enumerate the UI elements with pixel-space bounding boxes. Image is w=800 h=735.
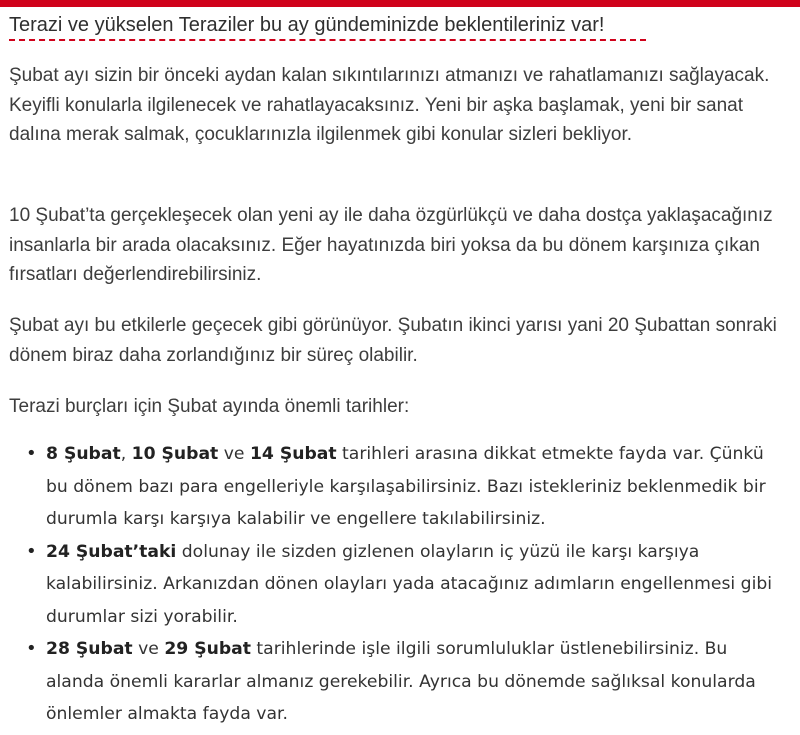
list-item xyxy=(0,633,800,731)
list-item xyxy=(0,438,800,536)
date-highlight: 28 Şubat xyxy=(46,639,133,659)
separator-text: ve xyxy=(218,444,250,464)
headline-dashed-underline xyxy=(9,39,646,41)
bullet-icon: • xyxy=(26,443,37,464)
list-item-text: tarihleri arasına dikkat etmekte fayda var. Çünkü bu dönem bazı para engelleriyle karşılaşabilirsiniz. Bazı istekleriniz beklenmedik bir durumla karşı karşıya kalabilir ve engellere takılabilirsiniz. xyxy=(46,444,766,529)
bullet-icon: • xyxy=(26,638,37,659)
paragraph-second-half: Şubat ayı bu etkilerle geçecek gibi görünüyor. Şubatın ikinci yarısı yani 20 Şubattan sonraki dönem biraz daha zorlandığınız bir süreç olabilir. xyxy=(9,315,777,366)
date-highlight: 8 Şubat xyxy=(46,444,121,464)
paragraph-intro: Şubat ayı sizin bir önceki aydan kalan sıkıntılarınızı atmanızı ve rahatlamanızı sağlayacak. Keyifli konularla ilgilenecek ve rahatlayacaksınız. Yeni bir aşka başlamak, yeni bir sanat dalına merak salmak, çocuklarınızla ilgilenmek gibi konular sizleri bekliyor. xyxy=(9,65,770,145)
paragraph-important-dates-heading: Terazi burçları için Şubat ayında önemli tarihler: xyxy=(9,396,410,417)
section-headline: Terazi ve yükselen Teraziler bu ay gündeminizde beklentileriniz var! xyxy=(9,14,605,36)
separator-text: , xyxy=(120,444,132,464)
date-highlight: 24 Şubat’taki xyxy=(46,541,177,562)
list-item-text: tarihlerinde işle ilgili sorumluluklar üstlenebilirsiniz. Bu alanda önemli kararlar almanız gerekebilir. Ayrıca bu dönemde sağlıksal konularda önlemler almakta fayda var. xyxy=(46,639,756,724)
important-dates-list xyxy=(0,438,800,731)
date-highlight: 10 Şubat xyxy=(131,444,219,464)
bullet-icon: • xyxy=(26,540,37,562)
list-item-text: dolunay ile sizden gizlenen olayların iç yüzü ile karşı karşıya kalabilirsiniz. Arkanızdan dönen olayları yada atacağınız adımların engellenmesi gibi durumlar sizi yorabilir. xyxy=(46,541,773,627)
separator-text: ve xyxy=(132,639,165,659)
date-highlight: 29 Şubat xyxy=(164,639,251,659)
list-item xyxy=(0,536,800,634)
date-highlight: 14 Şubat xyxy=(249,444,337,464)
top-accent-bar xyxy=(0,0,800,7)
paragraph-new-moon: 10 Şubat’ta gerçekleşecek olan yeni ay ile daha özgürlükçü ve daha dostça yaklaşacağınız insanlarla bir arada olacaksınız. Eğer hayatınızda biri yoksa da bu dönem karşınıza çıkan fırsatları değerlendirebilirsiniz. xyxy=(9,205,773,285)
